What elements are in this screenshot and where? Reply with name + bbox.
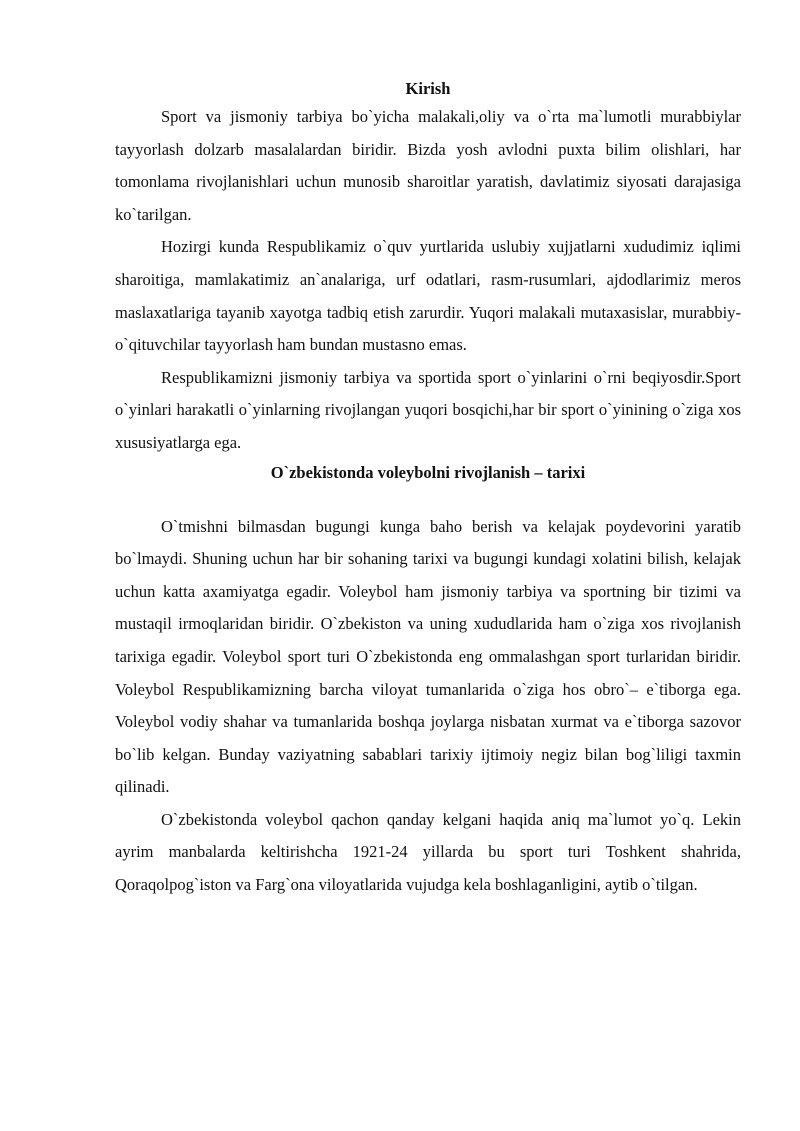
- paragraph-intro-2: Hozirgi kunda Respublikamiz o`quv yurtlarida uslubiy xujjatlarni xududimiz iqlimi sharoitiga, mamlakatimiz an`analariga, urf odatlari, rasm-rusumlari, ajdodlarimiz meros maslaxatlariga tayanib xayotga tadbiq etish zarurdir. Yuqori malakali mutaxasislar, murabbiy-o`qituvchilar tayyorlash ham bundan mustasno emas.: [115, 237, 741, 355]
- paragraph-history-1: O`tmishni bilmasdan bugungi kunga baho berish va kelajak poydevorini yaratib bo`lmaydi. Shuning uchun har bir sohaning tarixi va bugungi kundagi xolatini bilish, kelajak uchun katta axamiyatga egadir. Voleybol ham jismoniy tarbiya va sportning bir tizimi va mustaqil irmoqlaridan biridir. O`zbekiston va uning xududlarida ham o`ziga xos rivojlanish tarixiga egadir. Voleybol sport turi O`zbekistonda eng ommalashgan sport turlaridan biridir. Voleybol Respublikamizning barcha viloyat tumanlarida o`ziga hos obro`– e`tiborga ega. Voleybol vodiy shahar va tumanlarida boshqa joylarga nisbatan xurmat va e`tiborga sazovor bo`lib kelgan. Bunday vaziyatning sabablari tarixiy ijtimoiy negiz bilan bog`liligi taxmin qilinadi.: [115, 516, 741, 797]
- section-heading-intro: Kirish: [405, 79, 451, 98]
- paragraph-history-2: O`zbekistonda voleybol qachon qanday kelgani haqida aniq ma`lumot yo`q. Lekin ayrim manbalarda keltirishcha 1921-24 yillarda bu sport turi Toshkent shahrida, Qoraqolpog`iston va Farg`ona viloyatlarida vujudga kela boshlaganligini, aytib o`tilgan.: [115, 809, 741, 895]
- section-heading-history: O`zbekistonda voleybolni rivojlanish – tarixi: [270, 462, 586, 482]
- document-page: [115, 76, 741, 902]
- paragraph-intro-1: Sport va jismoniy tarbiya bo`yicha malakali,oliy va o`rta ma`lumotli murabbiylar tayyorlash dolzarb masalalardan biridir. Bizda yosh avlodni puxta bilim olishlari, har tomonlama rivojlanishlari uchun munosib sharoitlar yaratish, davlatimiz siyosati darajasiga ko`tarilgan.: [115, 107, 741, 224]
- paragraph-intro-3: Respublikamizni jismoniy tarbiya va sportida sport o`yinlarini o`rni beqiyosdir.Sport o`yinlari harakatli o`yinlarning rivojlangan yuqori bosqichi,har bir sport o`yinining o`ziga xos xususiyatlarga ega.: [115, 367, 741, 452]
